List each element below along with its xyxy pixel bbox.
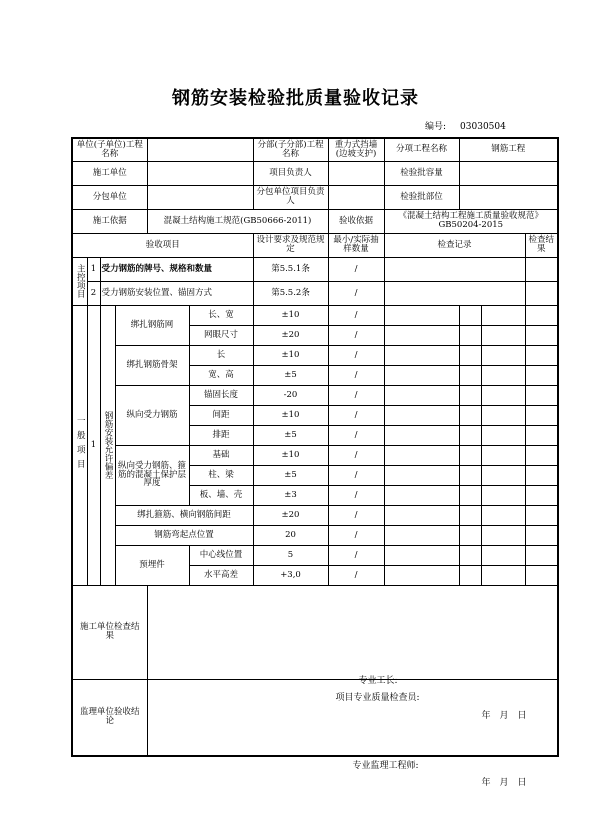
general-sub: 水平高差 bbox=[189, 565, 253, 585]
result-cell[interactable] bbox=[525, 445, 558, 465]
general-spec: 20 bbox=[253, 525, 328, 545]
record-cell[interactable] bbox=[481, 485, 525, 505]
record-cell[interactable] bbox=[384, 505, 459, 525]
general-row bbox=[72, 525, 558, 545]
cat-bend: 钢筋弯起点位置 bbox=[115, 525, 253, 545]
main-result[interactable] bbox=[525, 257, 558, 281]
general-sample[interactable]: / bbox=[328, 525, 384, 545]
general-no: 1 bbox=[87, 305, 100, 585]
general-sample[interactable]: / bbox=[328, 425, 384, 445]
record-cell[interactable] bbox=[481, 385, 525, 405]
header-row-subcontractor bbox=[72, 185, 558, 209]
record-cell[interactable] bbox=[481, 425, 525, 445]
record-cell[interactable] bbox=[384, 345, 459, 365]
accept-basis-value[interactable]: 《混凝土结构工程施工质量验收规范》GB50204-2015 bbox=[384, 209, 558, 233]
page-title: 钢筋安装检验批质量验收记录 bbox=[172, 88, 419, 109]
general-spec: -20 bbox=[253, 385, 328, 405]
col-record: 检查记录 bbox=[384, 233, 525, 257]
subcontractor-label: 分包单位 bbox=[72, 185, 147, 209]
inspector-label: 项目专业质量检查员: bbox=[335, 693, 420, 703]
batch-part-value[interactable] bbox=[459, 185, 558, 209]
subdiv-value[interactable]: 重力式挡墙(边坡支护) bbox=[328, 138, 384, 161]
general-row bbox=[72, 305, 558, 325]
unit-label: 单位(子单位)工程名称 bbox=[72, 138, 147, 161]
general-sub: 排距 bbox=[189, 425, 253, 445]
item-label: 分项工程名称 bbox=[384, 138, 459, 161]
general-spec: +3,0 bbox=[253, 565, 328, 585]
record-cell[interactable] bbox=[459, 305, 481, 325]
record-cell[interactable] bbox=[459, 345, 481, 365]
header-row-contractor bbox=[72, 161, 558, 185]
column-header-row bbox=[72, 233, 558, 257]
batch-part-label: 检验批部位 bbox=[384, 185, 459, 209]
record-cell[interactable] bbox=[481, 325, 525, 345]
main-row-2 bbox=[72, 281, 558, 305]
item-value[interactable]: 钢筋工程 bbox=[459, 138, 558, 161]
main-spec: 第5.5.1条 bbox=[253, 257, 328, 281]
record-cell[interactable] bbox=[459, 565, 481, 585]
main-sample[interactable]: / bbox=[328, 257, 384, 281]
accept-basis-label: 验收依据 bbox=[328, 209, 384, 233]
col-result: 检查结果 bbox=[525, 233, 558, 257]
result-cell[interactable] bbox=[525, 465, 558, 485]
record-cell[interactable] bbox=[459, 525, 481, 545]
subdiv-label: 分部(子分部)工程名称 bbox=[253, 138, 328, 161]
general-row bbox=[72, 345, 558, 365]
code-label: 编号: bbox=[425, 122, 447, 132]
result-cell[interactable] bbox=[525, 345, 558, 365]
general-spec: ±20 bbox=[253, 505, 328, 525]
contractor-check-label: 施工单位检查结果 bbox=[72, 585, 147, 679]
main-group-label: 主控项目 bbox=[72, 257, 87, 305]
record-cell[interactable] bbox=[384, 325, 459, 345]
record-cell[interactable] bbox=[459, 365, 481, 385]
record-cell[interactable] bbox=[459, 505, 481, 525]
result-cell[interactable] bbox=[525, 405, 558, 425]
result-cell[interactable] bbox=[525, 545, 558, 565]
main-row-1 bbox=[72, 257, 558, 281]
record-cell[interactable] bbox=[459, 405, 481, 425]
col-sample: 最小/实际抽样数量 bbox=[328, 233, 384, 257]
record-cell[interactable] bbox=[481, 365, 525, 385]
record-cell[interactable] bbox=[459, 465, 481, 485]
main-item-name: 受力钢筋安装位置、锚固方式 bbox=[100, 281, 253, 305]
general-row bbox=[72, 545, 558, 565]
general-sub: 网眼尺寸 bbox=[189, 325, 253, 345]
record-cell[interactable] bbox=[481, 405, 525, 425]
main-record[interactable] bbox=[384, 281, 525, 305]
code-value: 03030504 bbox=[460, 122, 506, 132]
contractor-date: 年 月 日 bbox=[481, 711, 527, 721]
general-spec: ±3 bbox=[253, 485, 328, 505]
result-cell[interactable] bbox=[525, 365, 558, 385]
record-cell[interactable] bbox=[384, 365, 459, 385]
subcontractor-value[interactable] bbox=[147, 185, 253, 209]
record-cell[interactable] bbox=[481, 305, 525, 325]
record-cell[interactable] bbox=[384, 405, 459, 425]
general-sub: 间距 bbox=[189, 405, 253, 425]
main-sample[interactable]: / bbox=[328, 281, 384, 305]
result-cell[interactable] bbox=[525, 505, 558, 525]
record-cell[interactable] bbox=[459, 325, 481, 345]
cat-stirrup: 绑扎箍筋、横向钢筋间距 bbox=[115, 505, 253, 525]
unit-value[interactable] bbox=[147, 138, 253, 161]
general-spec: 5 bbox=[253, 545, 328, 565]
record-cell[interactable] bbox=[481, 505, 525, 525]
general-sub: 柱、梁 bbox=[189, 465, 253, 485]
general-sample[interactable]: / bbox=[328, 485, 384, 505]
contractor-label: 施工单位 bbox=[72, 161, 147, 185]
sub-pm-value[interactable] bbox=[328, 185, 384, 209]
record-cell[interactable] bbox=[459, 485, 481, 505]
result-cell[interactable] bbox=[525, 385, 558, 405]
general-sub: 基础 bbox=[189, 445, 253, 465]
record-cell[interactable] bbox=[459, 425, 481, 445]
record-cell[interactable] bbox=[384, 445, 459, 465]
general-group-label: 一般项目 bbox=[72, 305, 87, 585]
general-subgroup-label: 钢筋安装允许偏差 bbox=[100, 305, 115, 585]
general-row bbox=[72, 505, 558, 525]
general-sample[interactable]: / bbox=[328, 345, 384, 365]
col-item: 验收项目 bbox=[72, 233, 253, 257]
main-no: 2 bbox=[87, 281, 100, 305]
supervisor-check-label: 监理单位验收结论 bbox=[72, 679, 147, 756]
pm-label: 项目负责人 bbox=[253, 161, 328, 185]
record-cell[interactable] bbox=[384, 465, 459, 485]
general-spec: ±5 bbox=[253, 365, 328, 385]
pm-value[interactable] bbox=[328, 161, 384, 185]
general-sample[interactable]: / bbox=[328, 465, 384, 485]
record-cell[interactable] bbox=[384, 565, 459, 585]
record-cell[interactable] bbox=[459, 445, 481, 465]
supervisor-date: 年 月 日 bbox=[481, 778, 527, 789]
general-sample[interactable]: / bbox=[328, 405, 384, 425]
general-sample[interactable]: / bbox=[328, 385, 384, 405]
record-cell[interactable] bbox=[481, 465, 525, 485]
general-sample[interactable]: / bbox=[328, 445, 384, 465]
record-cell[interactable] bbox=[459, 385, 481, 405]
general-sample[interactable]: / bbox=[328, 325, 384, 345]
result-cell[interactable] bbox=[525, 305, 558, 325]
record-cell[interactable] bbox=[481, 345, 525, 365]
result-cell[interactable] bbox=[525, 565, 558, 585]
general-sub: 长 bbox=[189, 345, 253, 365]
record-cell[interactable] bbox=[459, 545, 481, 565]
general-sub: 长、宽 bbox=[189, 305, 253, 325]
inspection-form bbox=[71, 137, 559, 789]
general-sub: 板、墙、壳 bbox=[189, 485, 253, 505]
result-cell[interactable] bbox=[525, 425, 558, 445]
general-sample[interactable]: / bbox=[328, 545, 384, 565]
basis-value[interactable]: 混凝土结构施工规范(GB50666-2011) bbox=[147, 209, 328, 233]
general-sample[interactable]: / bbox=[328, 565, 384, 585]
record-cell[interactable] bbox=[384, 485, 459, 505]
general-sub: 锚固长度 bbox=[189, 385, 253, 405]
general-spec: ±5 bbox=[253, 465, 328, 485]
batch-cap-value[interactable] bbox=[459, 161, 558, 185]
result-cell[interactable] bbox=[525, 485, 558, 505]
general-spec: ±10 bbox=[253, 345, 328, 365]
general-sample[interactable]: / bbox=[328, 365, 384, 385]
main-spec: 第5.5.2条 bbox=[253, 281, 328, 305]
col-spec: 设计要求及规范规定 bbox=[253, 233, 328, 257]
record-cell[interactable] bbox=[481, 445, 525, 465]
general-sample[interactable]: / bbox=[328, 505, 384, 525]
form-code bbox=[425, 119, 520, 132]
main-no: 1 bbox=[87, 257, 100, 281]
general-row bbox=[72, 445, 558, 465]
general-spec: ±10 bbox=[253, 445, 328, 465]
general-spec: ±20 bbox=[253, 325, 328, 345]
record-cell[interactable] bbox=[384, 525, 459, 545]
sub-pm-label: 分包单位项目负责人 bbox=[253, 185, 328, 209]
contractor-check-row bbox=[72, 585, 558, 679]
cat-cover: 纵向受力钢筋、箍筋的混凝土保护层厚度 bbox=[115, 445, 189, 505]
main-record[interactable] bbox=[384, 257, 525, 281]
general-spec: ±10 bbox=[253, 405, 328, 425]
cat-tension: 纵向受力钢筋 bbox=[115, 385, 189, 445]
general-spec: ±10 bbox=[253, 305, 328, 325]
main-item-name: 受力钢筋的牌号、规格和数量 bbox=[100, 257, 253, 281]
record-cell[interactable] bbox=[481, 545, 525, 565]
general-sub: 中心线位置 bbox=[189, 545, 253, 565]
foreman-label: 专业工长: bbox=[358, 676, 398, 686]
record-cell[interactable] bbox=[384, 425, 459, 445]
general-sub: 宽、高 bbox=[189, 365, 253, 385]
general-row bbox=[72, 385, 558, 405]
contractor-value[interactable] bbox=[147, 161, 253, 185]
contractor-check-area[interactable] bbox=[147, 585, 558, 721]
record-cell[interactable] bbox=[481, 525, 525, 545]
engineer-label: 专业监理工程师: bbox=[352, 761, 419, 772]
batch-cap-label: 检验批容量 bbox=[384, 161, 459, 185]
cat-frame: 绑扎钢筋骨架 bbox=[115, 345, 189, 385]
header-row-basis bbox=[72, 209, 558, 233]
cat-mesh: 绑扎钢筋网 bbox=[115, 305, 189, 345]
main-result[interactable] bbox=[525, 281, 558, 305]
record-cell[interactable] bbox=[384, 545, 459, 565]
basis-label: 施工依据 bbox=[72, 209, 147, 233]
record-cell[interactable] bbox=[384, 305, 459, 325]
header-row-unit bbox=[72, 138, 558, 161]
record-cell[interactable] bbox=[384, 385, 459, 405]
result-cell[interactable] bbox=[525, 325, 558, 345]
result-cell[interactable] bbox=[525, 525, 558, 545]
cat-embed: 预埋件 bbox=[115, 545, 189, 585]
general-sample[interactable]: / bbox=[328, 305, 384, 325]
record-cell[interactable] bbox=[481, 565, 525, 585]
general-spec: ±5 bbox=[253, 425, 328, 445]
